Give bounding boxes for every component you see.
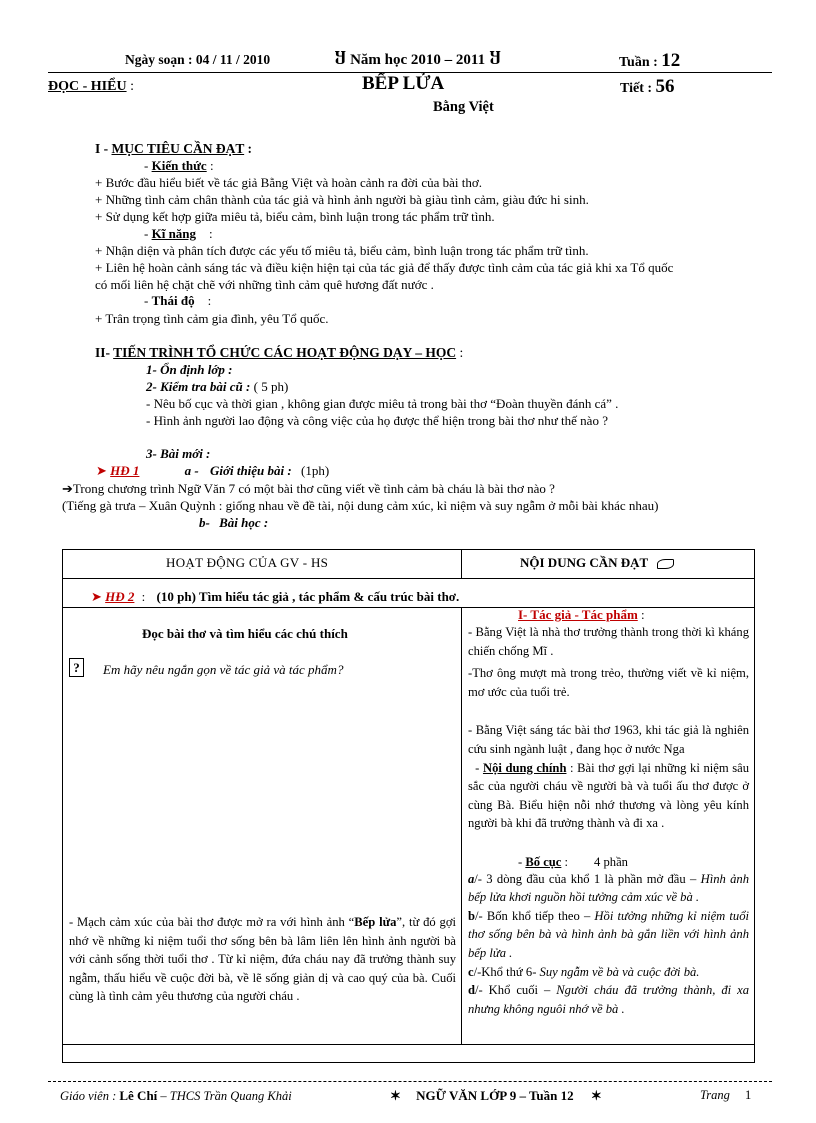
row-rule-1 bbox=[63, 578, 754, 579]
part-b-label: b bbox=[468, 908, 476, 923]
page-number: 1 bbox=[745, 1088, 752, 1102]
attitude-item: + Trân trọng tình cảm gia đình, yêu Tổ quốc. bbox=[95, 311, 329, 326]
hd1-time: (1ph) bbox=[300, 463, 330, 478]
right-para: - Bằng Việt là nhà thơ trưởng thành trong thời kì kháng chiến chống Mĩ . bbox=[468, 625, 749, 658]
attitude-list bbox=[95, 311, 775, 329]
lesson-title: Bài học : bbox=[219, 515, 269, 530]
knowledge-item: + Những tình cảm chân thành của tác giả và hình ảnh người bà giàu tình cảm, giàu đức hi sinh. bbox=[95, 192, 589, 207]
part-b-desc: Hồi tưởng những kỉ niệm tuổi thơ sống bên bà và hình ảnh bà gắn liền với hình ảnh bếp lửa . bbox=[468, 908, 749, 960]
lesson-label: Tiết : bbox=[620, 81, 653, 96]
right-cell-content bbox=[468, 623, 749, 1018]
main-content-label: Nội dung chính bbox=[482, 760, 567, 775]
layout-value: 4 phần bbox=[594, 854, 628, 869]
layout-line: - Bố cục : 4 phần bbox=[518, 854, 628, 869]
week-value: 12 bbox=[661, 50, 681, 71]
part-a-label: a bbox=[468, 871, 475, 886]
part-a-desc: Hình ảnh bếp lửa khơi nguồn hồi tưởng cảm xúc về bà . bbox=[468, 871, 750, 905]
intro-question bbox=[62, 481, 555, 497]
footer-subject bbox=[390, 1088, 602, 1104]
right-para: - Bằng Việt sáng tác bài thơ 1963, khi tác giả là nghiên cứu sinh ngành luật , đang học ở nước Nga bbox=[468, 723, 749, 756]
right-para: -Thơ ông mượt mà trong trẻo, thường viết về kỉ niệm, mơ ước của tuổi trẻ. bbox=[468, 666, 749, 699]
part-d-desc: Người cháu đã trưởng thành, đi xa nhưng không nguôi nhớ về bà . bbox=[468, 983, 749, 1016]
hd2-label: HĐ 2 bbox=[105, 589, 135, 604]
question-mark-icon: ? bbox=[73, 660, 80, 675]
right-para: - Nội dung chính : Bài thơ gợi lại những kỉ niệm sâu sắc của người cháu về người bà và tuổi ấu thơ được ở cùng Bà. Biểu hiện nỗi nhớ thương và lòng yêu kính người bà khi đã trưởng thành và đi xa . bbox=[468, 760, 750, 831]
process-colon: : bbox=[459, 345, 464, 360]
school-year-text: Năm học 2010 – 2011 bbox=[350, 52, 486, 68]
row-rule-2 bbox=[63, 607, 754, 608]
skills-list bbox=[95, 243, 785, 298]
header-week bbox=[619, 50, 680, 72]
footer-page bbox=[700, 1088, 751, 1103]
lesson-heading bbox=[199, 515, 268, 531]
intro-answer: (Tiếng gà trưa – Xuân Quỳnh : giống nhau về đề tài, nội dung cảm xúc, kỉ niệm và suy ngẫm ở mỗi bài khác nhau) bbox=[62, 498, 659, 513]
step-2-time: ( 5 ph) bbox=[253, 379, 289, 394]
objectives-title: MỤC TIÊU CẦN ĐẠT bbox=[111, 141, 245, 156]
step-2 bbox=[146, 379, 288, 395]
col-right-header-text: NỘI DUNG CẦN ĐẠT bbox=[520, 555, 648, 570]
part-d-text: /- Khổ cuối – bbox=[475, 983, 551, 998]
star-icon: ✶ bbox=[390, 1088, 401, 1103]
teacher-name: Lê Chí bbox=[119, 1088, 158, 1103]
objectives-heading bbox=[95, 141, 252, 157]
section-label bbox=[48, 79, 134, 95]
lesson-value: 56 bbox=[655, 76, 675, 97]
right-heading bbox=[518, 607, 645, 623]
arrow-bullet-icon: ➤ bbox=[91, 589, 102, 604]
hd1-row bbox=[96, 463, 329, 479]
intro-question-text: Trong chương trình Ngữ Văn 7 có một bài thơ cũng viết về tình cảm bà cháu là bài thơ nào ? bbox=[72, 481, 555, 496]
step-2-item: - Hình ảnh người lao động và công việc của họ được thể hiện trong bài thơ như thế nào ? bbox=[146, 413, 608, 428]
part-b-text: /- Bốn khổ tiếp theo – bbox=[475, 908, 591, 923]
hd2-row bbox=[91, 589, 459, 605]
attitude-label: - Thái độ : bbox=[144, 293, 212, 308]
layout-part-c bbox=[468, 963, 749, 982]
step-2-list bbox=[146, 396, 746, 432]
hd2-colon: : bbox=[141, 589, 146, 604]
col-divider-main bbox=[461, 607, 462, 1044]
col-right-header bbox=[520, 555, 674, 571]
layout-part-d bbox=[468, 981, 749, 1018]
part-c-desc: Suy ngẫm về bà và cuộc đời bà. bbox=[539, 964, 700, 979]
col-divider-top bbox=[461, 550, 462, 578]
knowledge-label-text: Kiến thức bbox=[151, 158, 207, 173]
page-title: BẾP LỬA bbox=[362, 73, 445, 94]
pen-icon bbox=[657, 559, 674, 569]
left-para-part: ”, từ đó gợi nhớ về những kỉ niệm tuổi thơ sống bên bà lâm liên lên hình ảnh người bà với cảnh sống thời tuổi thơ . Từ kỉ niệm, đứa cháu nay đã trưởng thành suy ngẫm, thấu hiểu về cuộc đời bà, về lẽ sống giản dị và cao quý của bà. Cuối cùng là tình cảm yêu thương của người cháu . bbox=[69, 915, 456, 1004]
subject-text: NGỮ VĂN LỚP 9 – Tuần 12 bbox=[416, 1088, 574, 1103]
step-2-label: 2- Kiểm tra bài cũ : bbox=[146, 379, 251, 394]
left-arrow-icon: Ⴘ bbox=[334, 52, 347, 68]
knowledge-item: + Bước đầu hiểu biết về tác giả Bằng Việt và hoàn cảnh ra đời của bài thơ. bbox=[95, 175, 483, 190]
part-c-text: /-Khổ thứ 6- bbox=[473, 964, 537, 979]
hd2-text: (10 ph) Tìm hiểu tác giả , tác phẩm & cấu trúc bài thơ. bbox=[156, 589, 460, 604]
layout-colon: : bbox=[564, 854, 569, 869]
poem-author: Bằng Việt bbox=[433, 99, 494, 115]
teacher-school: – THCS Trần Quang Khải bbox=[160, 1089, 292, 1103]
knowledge-list bbox=[95, 175, 775, 230]
school-year bbox=[334, 50, 501, 69]
skills-item: + Liên hệ hoàn cảnh sáng tác và điều kiện hiện tại của tác giả để thấy được tình cảm của tác giả khi xa Tổ quốc bbox=[95, 260, 674, 275]
step-2-item: - Nêu bố cục và thời gian , không gian được miêu tả trong bài thơ “Đoàn thuyền đánh cá” . bbox=[146, 396, 619, 411]
left-cell-paragraph bbox=[69, 913, 456, 1006]
left-para-bold: Bếp lửa bbox=[354, 915, 397, 929]
section-colon: : bbox=[130, 79, 134, 94]
right-arrow-bold-icon: ➔ bbox=[62, 481, 73, 496]
hd1-part: a - bbox=[184, 463, 199, 478]
week-label: Tuần : bbox=[619, 55, 658, 70]
star-icon: ✶ bbox=[590, 1088, 602, 1103]
skills-label: - Kĩ năng : bbox=[144, 226, 213, 241]
header-date bbox=[125, 52, 270, 68]
main-content-text: : Bài thơ gợi lại những kỉ niệm sâu sắc của người cháu về người bà và tuổi ấu thơ được ở cùng Bà. Biểu hiện nỗi nhớ thương và lòng yêu kính người bà khi đã trưởng thành và đi xa . bbox=[468, 760, 750, 831]
right-arrow-icon: Ⴘ bbox=[488, 52, 502, 68]
hd1-title: Giới thiệu bài : bbox=[210, 463, 292, 478]
row-rule-3 bbox=[63, 1044, 754, 1045]
process-num: II- bbox=[95, 345, 111, 360]
layout-label: Bố cục bbox=[525, 854, 562, 869]
objectives-colon: : bbox=[247, 141, 253, 156]
right-heading-colon: : bbox=[641, 607, 645, 622]
step-3: 3- Bài mới : bbox=[146, 446, 211, 461]
process-title: TIẾN TRÌNH TỔ CHỨC CÁC HOẠT ĐỘNG DẠY – HỌC bbox=[113, 345, 457, 360]
teacher-label: Giáo viên : bbox=[60, 1089, 117, 1103]
hd1-label: HĐ 1 bbox=[110, 463, 140, 478]
attitude-label-text: Thái độ bbox=[151, 293, 195, 308]
left-para-part: - Mạch cảm xúc của bài thơ được mở ra với hình ảnh “ bbox=[69, 915, 355, 929]
footer-rule bbox=[48, 1081, 772, 1082]
knowledge-label: - Kiến thức : bbox=[144, 158, 214, 173]
date-value: 04 / 11 / 2010 bbox=[195, 52, 271, 67]
skills-item: + Nhận diện và phân tích được các yếu tố miêu tả, biểu cảm, bình luận trong tác phẩm trữ tình. bbox=[95, 243, 589, 258]
arrow-bullet-icon: ➤ bbox=[96, 463, 107, 478]
question-box bbox=[69, 658, 84, 677]
activity-table bbox=[62, 549, 755, 1063]
header-lesson bbox=[620, 76, 675, 98]
footer-teacher bbox=[60, 1088, 292, 1104]
right-heading-text bbox=[518, 607, 638, 622]
section-name: ĐỌC - HIỂU bbox=[48, 79, 127, 94]
skills-item: có mối liên hệ chặt chẽ với những tình cảm quê hương đất nước . bbox=[95, 277, 434, 292]
knowledge-item: + Sử dụng kết hợp giữa miêu tả, biểu cảm, bình luận trong tác phẩm trữ tình. bbox=[95, 209, 495, 224]
lesson-part: b- bbox=[199, 515, 210, 530]
left-question: Em hãy nêu ngắn gọn về tác giả và tác phẩm? bbox=[103, 662, 344, 677]
date-label: Ngày soạn : bbox=[125, 52, 193, 67]
left-cell-title: Đọc bài thơ và tìm hiểu các chú thích bbox=[142, 626, 348, 641]
process-heading bbox=[95, 345, 463, 361]
col-left-header: HOẠT ĐỘNG CỦA GV - HS bbox=[166, 555, 329, 570]
layout-part-a bbox=[468, 870, 749, 907]
page-label: Trang bbox=[700, 1088, 730, 1102]
layout-part-b bbox=[468, 907, 749, 963]
objectives-num: I - bbox=[95, 141, 109, 156]
skills-label-text: Kĩ năng bbox=[151, 226, 197, 241]
part-a-text: /- 3 dòng đầu của khổ 1 là phần mở đầu – bbox=[474, 871, 697, 886]
part-c-label: c bbox=[468, 964, 474, 979]
part-d-label: d bbox=[468, 983, 476, 998]
step-1: 1- Ổn định lớp : bbox=[146, 362, 233, 377]
right-heading-label: I- Tác giả - Tác phẩm bbox=[518, 607, 638, 622]
